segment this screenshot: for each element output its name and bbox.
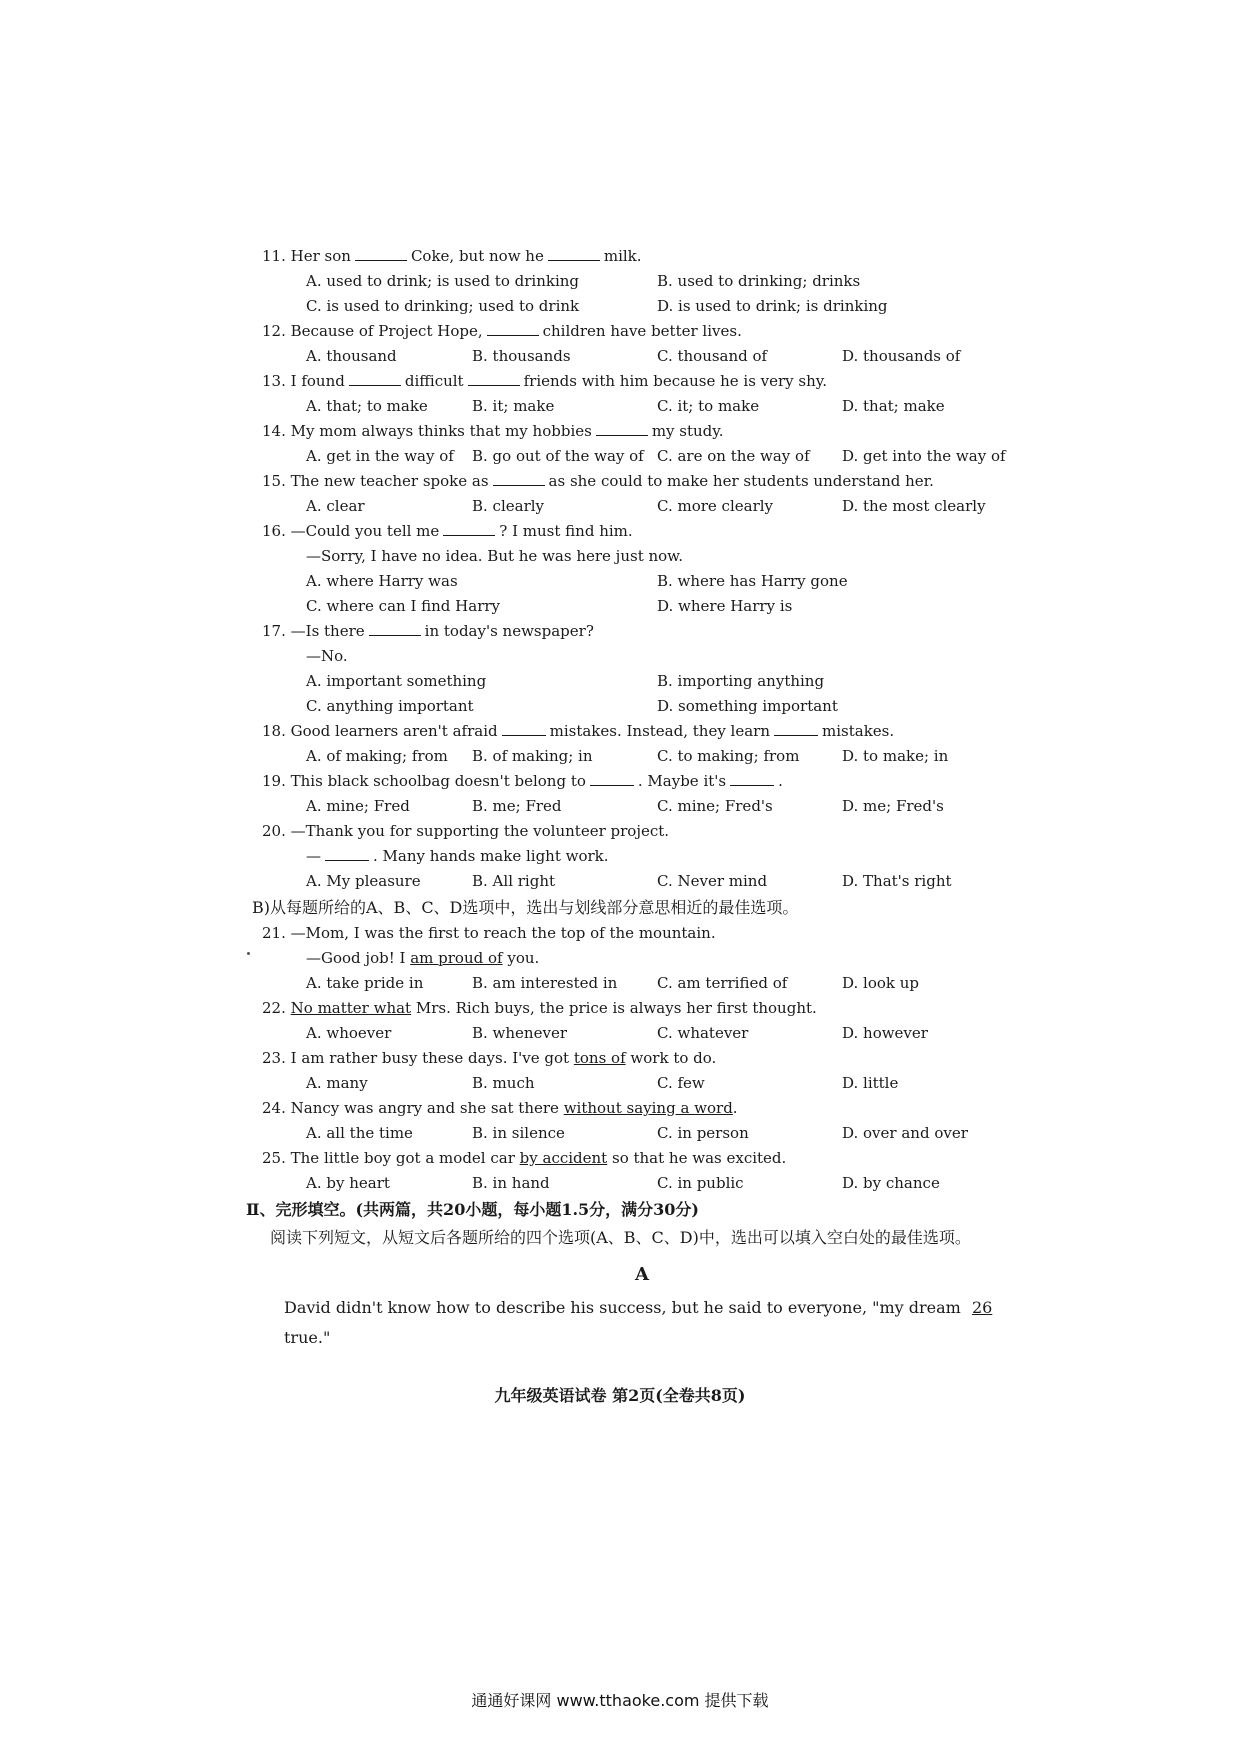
option-d: D. thousands of: [842, 347, 961, 365]
watermark: 通通好课网 www.tthaoke.com 提供下载: [471, 1691, 769, 1710]
option-row: [262, 794, 1022, 819]
option-row: [262, 694, 1022, 719]
answer-blank: [548, 246, 600, 261]
question-15: [262, 469, 1022, 519]
option-d: D. little: [842, 1074, 899, 1092]
option-a: A. whoever: [306, 1024, 392, 1042]
option-d: D. something important: [657, 697, 838, 715]
answer-blank: [443, 521, 495, 536]
option-d: D. where Harry is: [657, 597, 793, 615]
option-c: C. more clearly: [657, 497, 774, 515]
question-stem: 23. I am rather busy these days. I've got tons of work to do.: [262, 1049, 717, 1067]
question-stem: 12. Because of Project Hope, children have better lives.: [262, 322, 742, 340]
option-c: C. are on the way of: [657, 447, 810, 465]
option-row: [262, 569, 1022, 594]
option-c: C. few: [657, 1074, 705, 1092]
option-b: B. it; make: [472, 397, 555, 415]
question-24: [262, 1096, 1022, 1146]
option-d: D. me; Fred's: [842, 797, 944, 815]
dialogue-reply: —Good job! I am proud of you.: [306, 949, 540, 967]
option-row: [262, 444, 1022, 469]
option-a: A. used to drink; is used to drinking: [306, 272, 580, 290]
option-c: C. Never mind: [657, 872, 768, 890]
underlined-phrase: No matter what: [290, 999, 412, 1017]
option-d: D. however: [842, 1024, 928, 1042]
underlined-phrase: by accident: [519, 1149, 608, 1167]
option-b: B. am interested in: [472, 974, 618, 992]
underlined-phrase: tons of: [573, 1049, 626, 1067]
question-20: [262, 819, 1022, 894]
question-25: [262, 1146, 1022, 1196]
option-c: C. anything important: [306, 697, 474, 715]
question-18: [262, 719, 1022, 769]
option-row: [262, 669, 1022, 694]
question-23: [262, 1046, 1022, 1096]
answer-blank: [590, 771, 634, 786]
option-row: [262, 1071, 1022, 1096]
question-stem: 11. Her son Coke, but now he milk.: [262, 247, 642, 265]
option-a: A. that; to make: [306, 397, 428, 415]
question-stem: 15. The new teacher spoke as as she could to make her students understand her.: [262, 472, 934, 490]
question-17: [262, 619, 1022, 719]
answer-blank: [493, 471, 545, 486]
question-stem: 14. My mom always thinks that my hobbies my study.: [262, 422, 724, 440]
option-b: B. in hand: [472, 1174, 550, 1192]
option-a: A. take pride in: [306, 974, 424, 992]
question-14: [262, 419, 1022, 469]
question-11: [262, 244, 1022, 319]
answer-blank: [369, 621, 421, 636]
option-c: C. is used to drinking; used to drink: [306, 297, 580, 315]
option-b: B. go out of the way of: [472, 447, 644, 465]
option-c: C. whatever: [657, 1024, 749, 1042]
option-c: C. mine; Fred's: [657, 797, 773, 815]
option-row: [262, 394, 1022, 419]
answer-blank: [325, 846, 369, 861]
question-stem: 24. Nancy was angry and she sat there without saying a word.: [262, 1099, 738, 1117]
dialogue-reply: —No.: [306, 647, 348, 665]
option-a: A. many: [306, 1074, 368, 1092]
question-stem: 13. I found difficult friends with him because he is very shy.: [262, 372, 828, 390]
option-row: [262, 1021, 1022, 1046]
question-stem: 22. No matter what Mrs. Rich buys, the price is always her first thought.: [262, 999, 817, 1017]
option-a: A. get in the way of: [306, 447, 454, 465]
answer-blank: [774, 721, 818, 736]
option-c: C. in public: [657, 1174, 744, 1192]
option-d: D. the most clearly: [842, 497, 986, 515]
option-a: A. all the time: [306, 1124, 413, 1142]
option-c: C. thousand of: [657, 347, 768, 365]
question-stem: 20. —Thank you for supporting the volunteer project.: [262, 822, 670, 840]
option-row: [262, 1121, 1022, 1146]
option-a: A. where Harry was: [306, 572, 458, 590]
option-row: [262, 1171, 1022, 1196]
question-stem: 17. —Is there in today's newspaper?: [262, 622, 594, 640]
option-c: C. in person: [657, 1124, 749, 1142]
section-ii-heading: Ⅱ、完形填空。(共两篇，共20小题，每小题1.5分，满分30分): [246, 1200, 699, 1219]
question-stem: 19. This black schoolbag doesn't belong to . Maybe it's .: [262, 772, 783, 790]
passage-title: A: [635, 1264, 649, 1285]
dialogue-reply: —Sorry, I have no idea. But he was here just now.: [306, 547, 684, 565]
option-b: B. whenever: [472, 1024, 567, 1042]
option-b: B. used to drinking; drinks: [657, 272, 861, 290]
underlined-phrase: am proud of: [410, 949, 503, 967]
cloze-gap-number: 26: [971, 1298, 993, 1317]
option-d: D. That's right: [842, 872, 952, 890]
option-d: D. look up: [842, 974, 920, 992]
option-b: B. clearly: [472, 497, 545, 515]
option-d: D. to make; in: [842, 747, 949, 765]
question-22: [262, 996, 1022, 1046]
answer-blank: [730, 771, 774, 786]
question-21: [262, 921, 1022, 996]
option-c: C. it; to make: [657, 397, 760, 415]
option-d: D. get into the way of: [842, 447, 1006, 465]
cloze-instructions: 阅读下列短文，从短文后各题所给的四个选项(A、B、C、D)中，选出可以填入空白处的最佳选项。: [270, 1228, 971, 1247]
option-a: A. of making; from: [306, 747, 448, 765]
option-a: A. mine; Fred: [306, 797, 410, 815]
answer-blank: [355, 246, 407, 261]
option-d: D. is used to drink; is drinking: [657, 297, 888, 315]
option-b: B. in silence: [472, 1124, 565, 1142]
option-row: [262, 344, 1022, 369]
question-12: [262, 319, 1022, 369]
question-stem: 18. Good learners aren't afraid mistakes. Instead, they learn mistakes.: [262, 722, 895, 740]
question-16: [262, 519, 1022, 619]
option-row: [262, 269, 1022, 294]
option-a: A. clear: [306, 497, 365, 515]
section-b-heading: B)从每题所给的A、B、C、D选项中，选出与划线部分意思相近的最佳选项。: [252, 898, 799, 917]
option-b: B. where has Harry gone: [657, 572, 848, 590]
answer-blank: [487, 321, 539, 336]
passage-text: David didn't know how to describe his success, but he said to everyone, "my dream 26 true.": [284, 1293, 1022, 1353]
scan-speck: [247, 952, 250, 955]
option-row: [262, 494, 1022, 519]
option-a: A. by heart: [306, 1174, 390, 1192]
option-d: D. that; make: [842, 397, 945, 415]
option-d: D. over and over: [842, 1124, 968, 1142]
option-b: B. much: [472, 1074, 535, 1092]
answer-blank: [596, 421, 648, 436]
answer-blank: [502, 721, 546, 736]
option-c: C. to making; from: [657, 747, 800, 765]
question-stem: 21. —Mom, I was the first to reach the top of the mountain.: [262, 924, 716, 942]
question-stem: 16. —Could you tell me ? I must find him.: [262, 522, 633, 540]
option-row: [262, 594, 1022, 619]
option-b: B. All right: [472, 872, 556, 890]
option-a: A. important something: [306, 672, 487, 690]
exam-body: [246, 244, 1022, 1353]
option-b: B. me; Fred: [472, 797, 562, 815]
option-row: [262, 869, 1022, 894]
question-19: [262, 769, 1022, 819]
option-b: B. of making; in: [472, 747, 593, 765]
option-row: [262, 294, 1022, 319]
answer-blank: [349, 371, 401, 386]
option-c: C. am terrified of: [657, 974, 788, 992]
answer-blank: [468, 371, 520, 386]
question-13: [262, 369, 1022, 419]
option-b: B. importing anything: [657, 672, 825, 690]
option-row: [262, 971, 1022, 996]
option-a: A. My pleasure: [306, 872, 421, 890]
underlined-phrase: without saying a word: [563, 1099, 733, 1117]
option-row: [262, 744, 1022, 769]
option-c: C. where can I find Harry: [306, 597, 501, 615]
page-footer: 九年级英语试卷 第2页(全卷共8页): [494, 1386, 746, 1405]
question-stem: 25. The little boy got a model car by accident so that he was excited.: [262, 1149, 787, 1167]
option-a: A. thousand: [306, 347, 397, 365]
option-b: B. thousands: [472, 347, 571, 365]
option-d: D. by chance: [842, 1174, 940, 1192]
dialogue-reply: — . Many hands make light work.: [306, 847, 609, 865]
